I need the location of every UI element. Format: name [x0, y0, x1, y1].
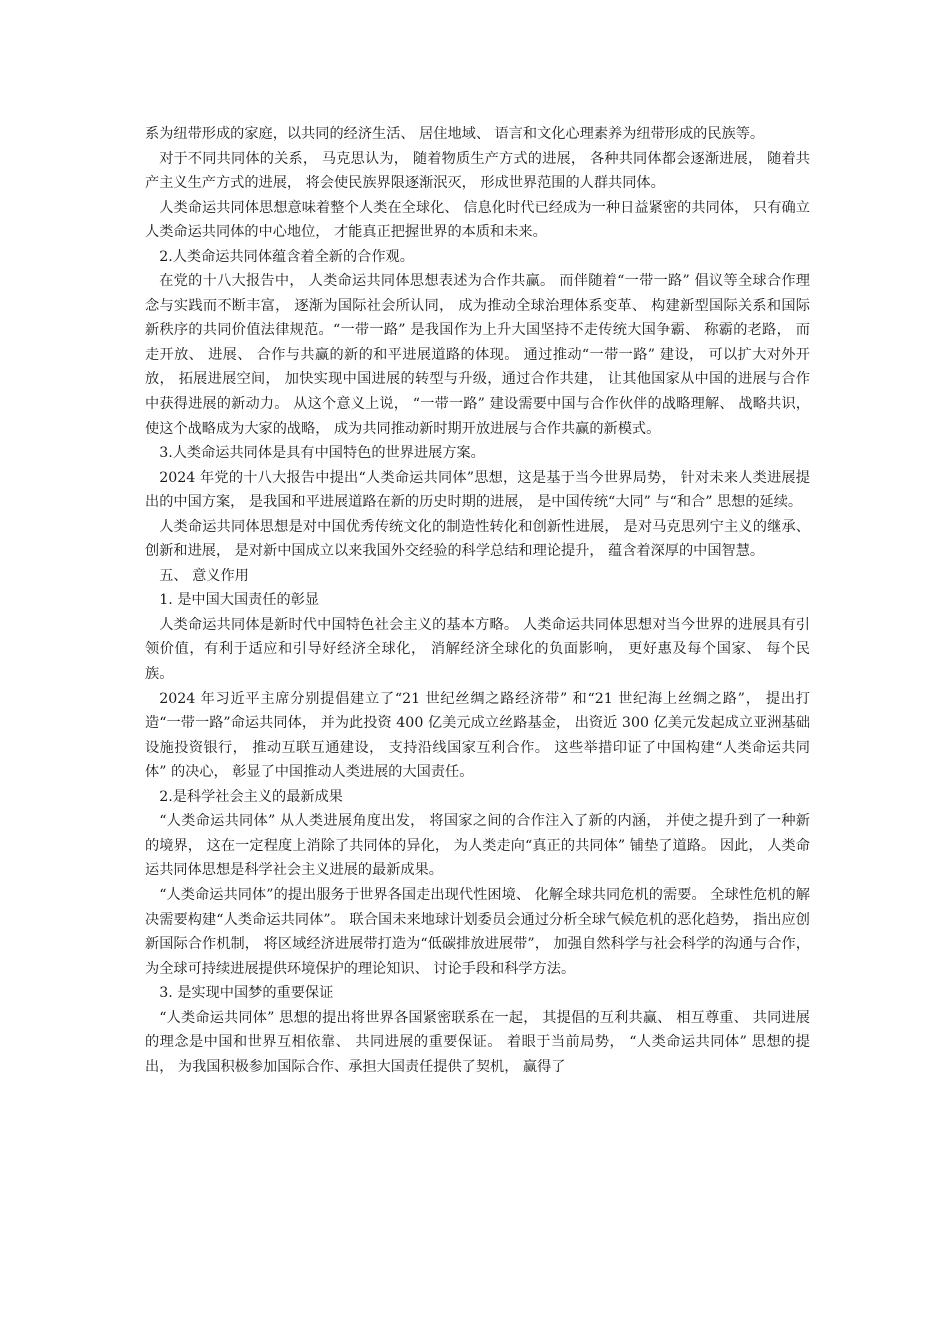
paragraph-belt-and-road: 在党的十八大报告中， 人类命运共同体思想表述为合作共赢。 而伴随着“一带一路” 倡议等全球合作理念与实践而不断丰富， 逐渐为国际社会所认同， 成为推动全球治理体系变革、 构建新型国际关系和国际新秩序的共同价值法律规范。“一带一路” 是我国作为上升大国坚持不走传统大国争霸、 称霸的老路， 而走开放、 进展、 合作与共赢的新的和平进展道路的体现。 通过推动“一带一路” 建设， 可以扩大对外开放， 拓展进展空间， 加快实现中国进展的转型与升级，通过合作共建， 让其他国家从中国的进展与合作中获得进展的新动力。 从这个意义上说， “一带一路” 建设需要中国与合作伙伴的战略理解、 战略共识， 使这个战略成为大家的战略， 成为共同推动新时期开放进展与合作共赢的新模式。 [145, 273, 810, 437]
section-heading-cooperation-view: 2.人类命运共同体蕴含着全新的合作观。 [159, 248, 414, 265]
paragraph-shared-future-meaning: 人类命运共同体思想意味着整个人类在全球化、 信息化时代已经成为一种日益紧密的共同体， 只有确立人类命运共同体的中心地位， 才能真正把握世界的本质和未来。 [145, 199, 810, 241]
paragraph-18th-congress-report: 2024 年党的十八大报告中提出“人类命运共同体”思想，这是基于当今世界局势， 针对未来人类进展提出的中国方案， 是我国和平进展道路在新的历史时期的进展， 是中国传统“大同” 与“和合” 思想的延续。 [145, 469, 810, 511]
paragraph-continued-nation-definition: 系为纽带形成的家庭，以共同的经济生活、 居住地域、 语言和文化心理素养为纽带形成的民族等。 [145, 126, 765, 142]
section-heading-significance: 五、 意义作用 [159, 567, 249, 584]
document-body [145, 122, 810, 1079]
paragraph-silk-road-initiatives: 2024 年习近平主席分别提倡建立了“21 世纪丝绸之路经济带” 和“21 世纪海上丝绸之路”， 提出打造“一带一路”命运共同体， 并为此投资 400 亿美元成立丝路基金， 出资近 300 亿美元发起成立亚洲基础设施投资银行， 推动互联互通建设， 支持沿线国家互利合作。 这些举措印证了中国构建“人类命运共同体” 的决心， 彰显了中国推动人类进展的大国责任。 [145, 690, 810, 781]
paragraph-community-relations: 对于不同共同体的关系， 马克思认为， 随着物质生产方式的进展， 各种共同体都会逐渐进展， 随着共产主义生产方式的进展， 将会使民族界限逐渐泯灭， 形成世界范围的人群共同体。 [145, 150, 810, 192]
paragraph-basic-strategy: 人类命运共同体是新时代中国特色社会主义的基本方略。 人类命运共同体思想对当今世界的进展具有引领价值，有利于适应和引导好经济全球化， 消解经济全球化的负面影响， 更好惠及每个国家、 每个民族。 [145, 616, 810, 683]
section-heading-chinese-solution: 3.人类命运共同体是具有中国特色的世界进展方案。 [159, 445, 485, 462]
paragraph-new-realm: “人类命运共同体” 从人类进展角度出发， 将国家之间的合作注入了新的内涵， 并使之提升到了一种新的境界， 这在一定程度上消除了共同体的异化， 为人类走向“真正的共同体” 铺垫了道路。 因此， 人类命运共同体思想是科学社会主义进展的最新成果。 [145, 813, 810, 879]
subheading-great-power-responsibility: 1. 是中国大国责任的彰显 [159, 592, 320, 609]
subheading-scientific-socialism: 2.是科学社会主义的最新成果 [159, 788, 343, 805]
paragraph-mutual-benefit: “人类命运共同体” 思想的提出将世界各国紧密联系在一起， 其提倡的互利共赢、 相互尊重、 共同进展的理念是中国和世界互相依靠、 共同进展的重要保证。 着眼于当前局势， “人类命运共同体” 思想的提出， 为我国积极参加国际合作、承担大国责任提供了契机， 赢得了 [145, 1009, 810, 1075]
paragraph-traditional-culture: 人类命运共同体思想是对中国优秀传统文化的制造性转化和创新性进展， 是对马克思列宁主义的继承、 创新和进展， 是对新中国成立以来我国外交经验的科学总结和理论提升， 蕴含着深厚的中国智慧。 [145, 518, 810, 560]
subheading-chinese-dream: 3. 是实现中国梦的重要保证 [159, 985, 334, 1002]
paragraph-global-crisis: “人类命运共同体”的提出服务于世界各国走出现代性困境、 化解全球共同危机的需要。 全球性危机的解决需要构建“人类命运共同体”。 联合国未来地球计划委员会通过分析全球气候危机的恶化趋势， 指出应创新国际合作机制， 将区域经济进展带打造为“低碳排放进展带”， 加强自然科学与社会科学的沟通与合作， 为全球可持续进展提供环境保护的理论知识、 讨论手段和科学方法。 [145, 886, 810, 977]
